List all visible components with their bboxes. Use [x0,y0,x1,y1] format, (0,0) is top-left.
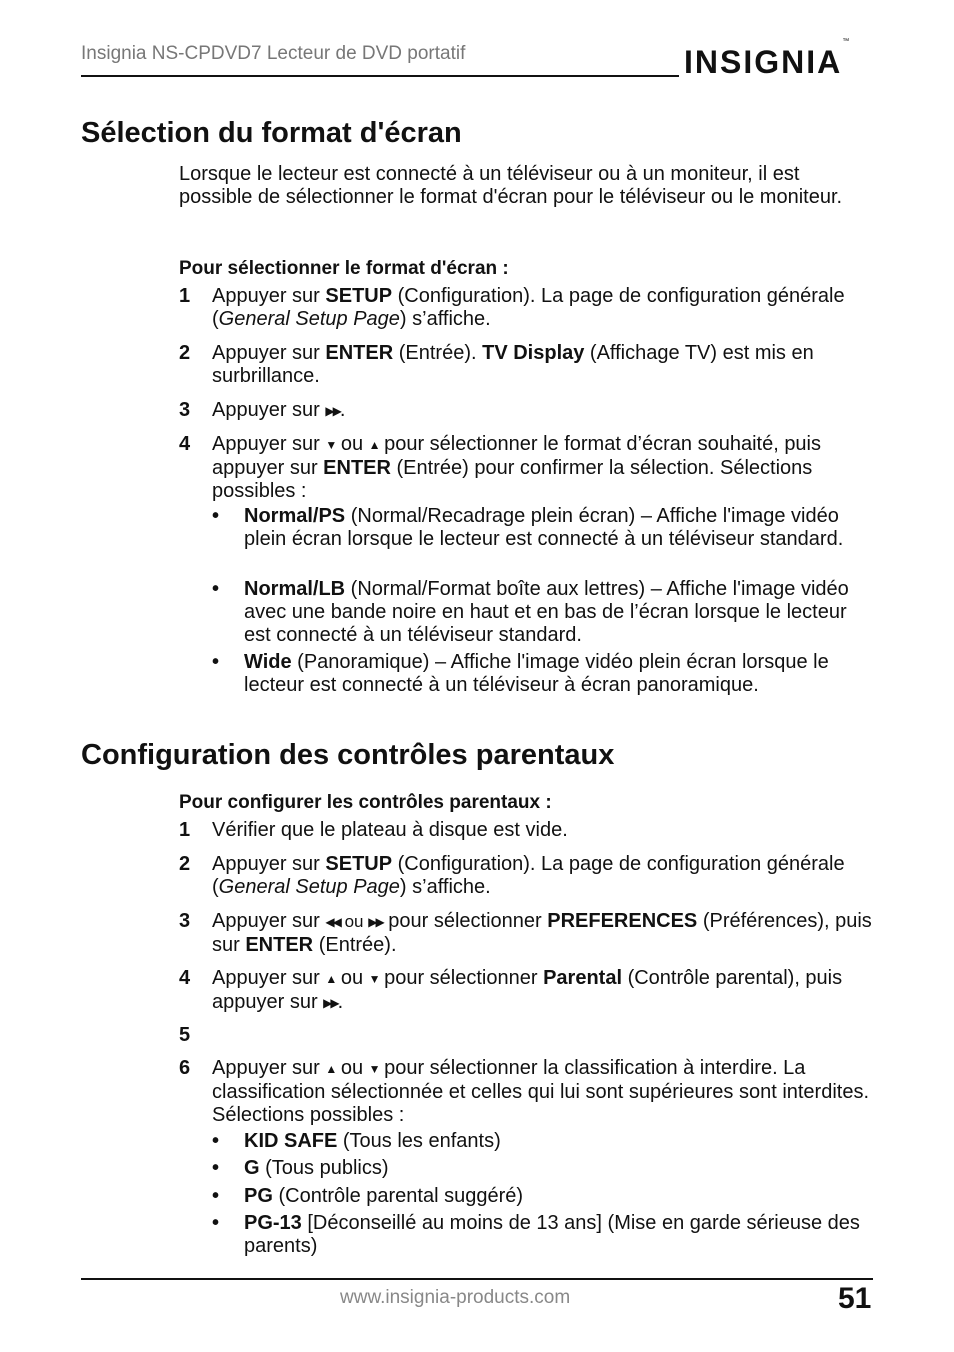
step-item [179,433,879,503]
intro-paragraph: Lorsque le lecteur est connecté à un téléviseur ou à un moniteur, il est possible de sélectionner le format d'écran pour le téléviseur ou le moniteur. [179,163,843,208]
step-item [179,853,879,899]
step-number: 1 [179,285,191,307]
bullet: • [212,1130,220,1152]
list-item: • KID SAFE (Tous les enfants) [212,1130,501,1152]
step-text: Appuyer sur ▶▶. [212,399,346,421]
up-arrow-icon: ▲ [368,438,379,452]
rewind-icon: ◀◀ [325,915,340,929]
step-number: 5 [179,1024,191,1046]
up-arrow-icon: ▲ [325,1062,336,1076]
step-number: 2 [179,853,191,875]
fast-forward-icon: ▶▶ [323,996,338,1010]
step-item [179,285,879,331]
list-item: • G (Tous publics) [212,1157,389,1179]
step-item [179,910,879,957]
insignia-logo [684,38,850,81]
step-number: 1 [179,819,191,841]
procedure-subheading: Pour configurer les contrôles parentaux : [179,792,552,813]
down-arrow-icon: ▼ [368,1062,379,1076]
section-heading-parental: Configuration des contrôles parentaux [81,739,615,771]
bullet: • [212,651,220,673]
down-arrow-icon: ▼ [325,438,336,452]
bullet: • [212,1212,220,1234]
running-header-title: Insignia NS-CPDVD7 Lecteur de DVD portatif [81,43,466,64]
step-text: Appuyer sur ▲ ou ▼ pour sélectionner Parental (Contrôle parental), puis appuyer sur ▶▶. [212,967,843,1013]
step-number: 3 [179,399,191,421]
footer-url: www.insignia-products.com [340,1287,571,1308]
step-number: 2 [179,342,191,364]
up-arrow-icon: ▲ [325,972,336,986]
step-number: 6 [179,1057,191,1079]
bullet: • [212,578,220,600]
step-item [179,342,879,388]
step-text: Vérifier que le plateau à disque est vide. [212,819,568,841]
step-number: 3 [179,910,191,932]
page-number: 51 [838,1282,872,1315]
fast-forward-icon: ▶▶ [368,915,383,929]
step-text: Appuyer sur ◀◀ ou ▶▶ pour sélectionner PREFERENCES (Préférences), puis sur ENTER (Entrée). [212,910,872,956]
footer-rule [81,1278,873,1280]
fast-forward-icon: ▶▶ [325,404,340,418]
logo-tm: ™ [842,38,850,46]
step-text: Appuyer sur SETUP (Configuration). La page de configuration générale (General Setup Page) s’affiche. [212,285,845,330]
step-item [179,819,879,842]
step-text: Appuyer sur ▼ ou ▲ pour sélectionner le format d’écran souhaité, puis appuyer sur ENTER (Entrée) pour confirmer la sélection. Sélections possibles : [212,433,822,502]
list-item: • Wide (Panoramique) – Affiche l'image vidéo plein écran lorsque le lecteur est connecté à un téléviseur à écran panoramique. [212,651,829,696]
step-text: Appuyer sur ENTER (Entrée). TV Display (Affichage TV) est mis en surbrillance. [212,342,814,387]
header-rule [81,75,679,77]
step-text: Appuyer sur SETUP (Configuration). La page de configuration générale (General Setup Page) s’affiche. [212,853,845,898]
step-item [179,967,879,1015]
step-item [179,1057,879,1127]
list-item: • Normal/LB (Normal/Format boîte aux lettres) – Affiche l'image vidéo avec une bande noire en haut et en bas de l’écran lorsque le lecteur est connecté à un téléviseur standard. [212,578,849,646]
logo-text: INSIGNIA [684,44,843,80]
step-number: 4 [179,433,191,455]
step-number: 4 [179,967,191,989]
procedure-subheading: Pour sélectionner le format d'écran : [179,258,509,279]
step-item [179,399,879,423]
step-text: Appuyer sur ▲ ou ▼ pour sélectionner la classification à interdire. La classification sélectionnée et celles qui lui sont supérieures sont interdites. Sélections possibles : [212,1057,870,1126]
down-arrow-icon: ▼ [368,972,379,986]
bullet: • [212,1157,220,1179]
section-heading-format: Sélection du format d'écran [81,117,462,149]
list-item: • PG-13 [Déconseillé au moins de 13 ans] (Mise en garde sérieuse des parents) [212,1212,860,1257]
list-item: • Normal/PS (Normal/Recadrage plein écran) – Affiche l'image vidéo plein écran lorsque le lecteur est connecté à un téléviseur standard. [212,505,844,550]
bullet: • [212,1185,220,1207]
list-item: • PG (Contrôle parental suggéré) [212,1185,524,1207]
bullet: • [212,505,220,527]
